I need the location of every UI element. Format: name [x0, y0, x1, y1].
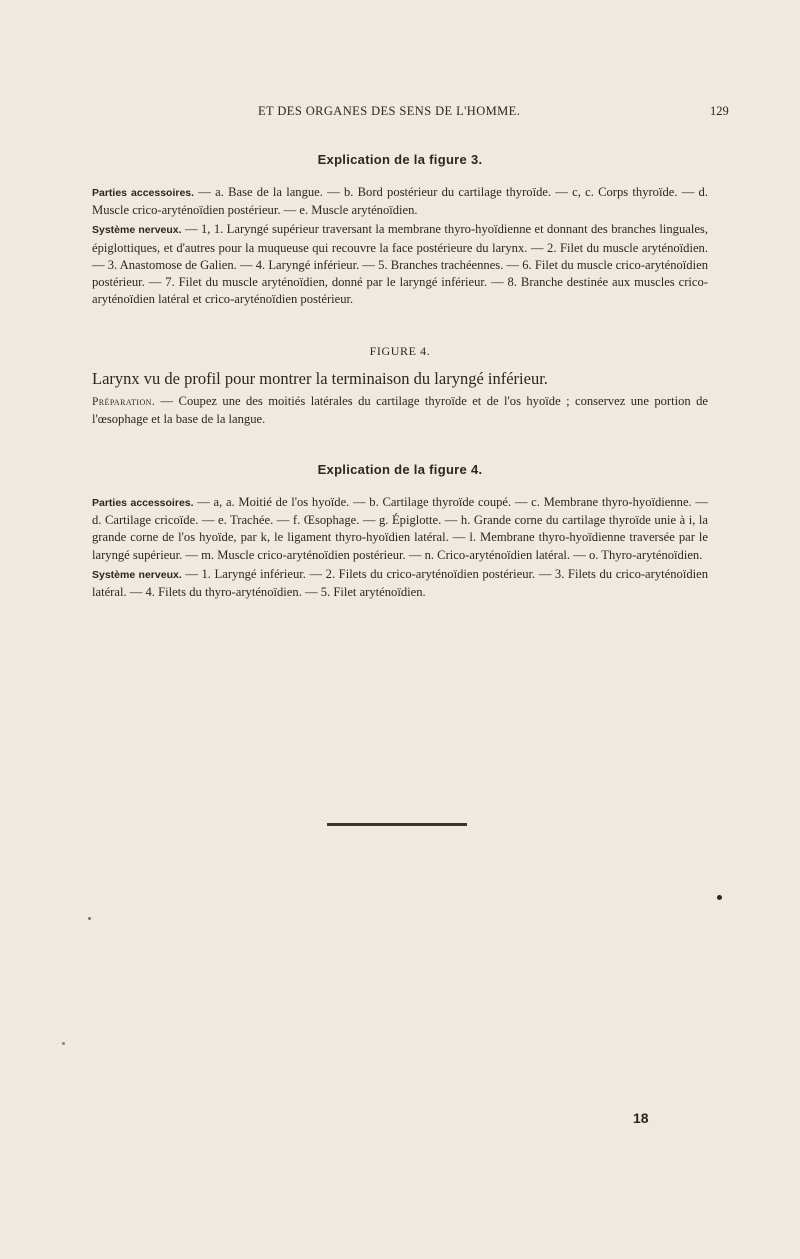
fig3-nervous-text: — 1, 1. Laryngé supérieur traversant la membrane thyro-hyoïdienne et donnant des branches linguales, épiglottiques, et d'autres pour la muqueuse qui recouvre la face postérieure du larynx. — 2. Filet du muscle aryténoïdien. — 3. Anastomose de Galien. — 4. Laryngé inférieur. — 5. Branches trachéennes. — 6. Filet du muscle crico-aryténoïdien postérieur. — 7. Filet du muscle aryténoïdien, donné par le laryngé inférieur. — 8. Branche destinée aux muscles crico-aryténoïdien latéral et crico-aryténoïdien postérieur. [92, 222, 708, 307]
ink-speck [717, 895, 722, 900]
section-rule [327, 823, 467, 826]
fig4-preparation [92, 393, 708, 428]
fig4-preparation-lead: Préparation. [92, 396, 156, 408]
fig4-caption: Larynx vu de profil pour montrer la terminaison du laryngé inférieur. [92, 369, 548, 388]
fig3-text-block [92, 184, 708, 310]
fig4-accessory-lead: Parties accessoires. [92, 497, 194, 509]
signature-folio: 18 [633, 1110, 649, 1126]
fig4-preparation-text: — Coupez une des moitiés latérales du cartilage thyroïde et de l'os hyoïde ; conservez une portion de l'œsophage et la base de la langue. [92, 394, 708, 427]
fig4-nervous-text: — 1. Laryngé inférieur. — 2. Filets du crico-aryténoïdien postérieur. — 3. Filets du crico-aryténoïdien latéral. — 4. Filets du thyro-aryténoïdien. — 5. Filet aryténoïdien. [92, 566, 708, 600]
fig4-accessory-parts [92, 494, 708, 564]
ink-speck [62, 1042, 65, 1045]
fig4-label: FIGURE 4. [369, 344, 431, 358]
fig4-preparation-block [92, 393, 708, 430]
fig4-heading: Explication de la figure 4. [317, 462, 483, 477]
fig3-nervous-system [92, 221, 708, 308]
ink-speck [88, 917, 91, 920]
fig3-accessory-text: — a. Base de la langue. — b. Bord postérieur du cartilage thyroïde. — c, c. Corps thyroïde. — d. Muscle crico-aryténoïdien postérieur. — e. Muscle aryténoïdien. [92, 185, 708, 218]
running-head: ET DES ORGANES DES SENS DE L'HOMME. [258, 104, 521, 118]
fig4-nervous-system [92, 566, 708, 601]
fig3-accessory-parts [92, 184, 708, 219]
fig3-accessory-lead: Parties accessoires. [92, 187, 195, 199]
fig4-accessory-text: — a, a. Moitié de l'os hyoïde. — b. Cartilage thyroïde coupé. — c. Membrane thyro-hyoïdienne. — d. Cartilage cricoïde. — e. Trachée. — f. Œsophage. — g. Épiglotte. — h. Grande corne du cartilage thyroïde unie à i, la grande corne de l'os hyoïde, par k, le ligament thyro-hyoïdien latéral. — l. Membrane thyro-hyoïdienne traversée par le laryngé supérieur. — m. Muscle crico-aryténoïdien postérieur. — n. Crico-aryténoïdien latéral. — o. Thyro-aryténoïdien. [92, 495, 708, 562]
page-number: 129 [710, 104, 729, 118]
fig3-heading: Explication de la figure 3. [317, 152, 483, 167]
fig4-nervous-lead: Système nerveux. [92, 568, 182, 581]
fig4-text-block [92, 494, 708, 603]
fig3-nervous-lead: Système nerveux. [92, 224, 182, 237]
